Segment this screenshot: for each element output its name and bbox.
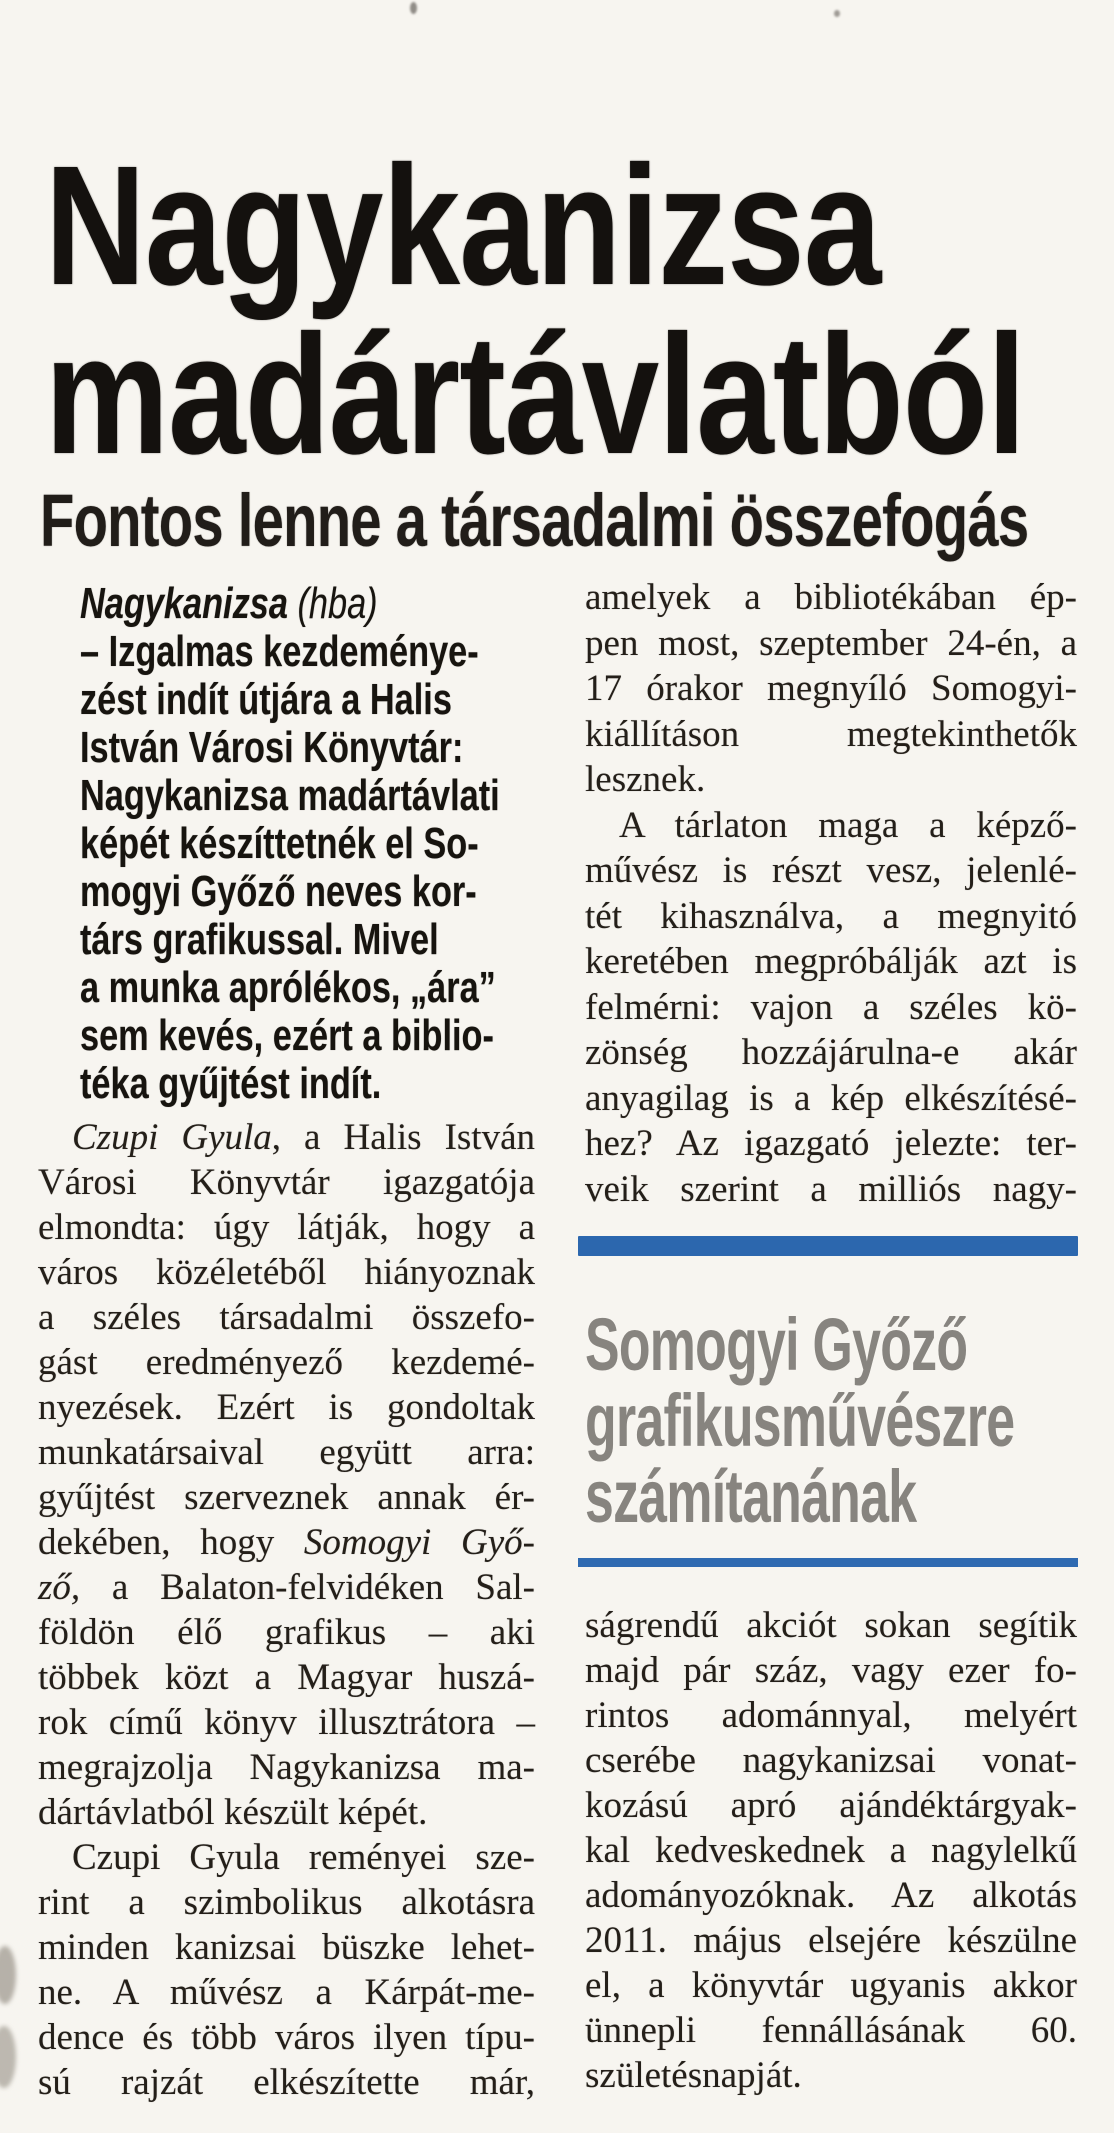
text-line: Czupi Gyula, a Halis István	[72, 1117, 536, 1158]
pullquote-bottom-bar	[578, 1558, 1078, 1567]
text-line: társ grafikussal. Mivel	[80, 915, 439, 964]
text-line: Városi Könyvtár igazgatója	[38, 1162, 535, 1203]
text-line: rint a szimbolikus alkotásra	[38, 1882, 535, 1923]
scan-speck	[834, 10, 840, 17]
scan-smudge	[0, 2026, 16, 2088]
text-line: grafikusművészre	[585, 1379, 1015, 1462]
text-line: születésnapját.	[585, 2055, 802, 2096]
text-line: cserébe nagykanizsai vonat-	[585, 1740, 1077, 1781]
headline-line-1: Nagykanizsa	[45, 130, 881, 321]
text-line: művész is részt vesz, jelenlé-	[585, 850, 1077, 891]
paragraph	[38, 1115, 535, 1835]
text-line: rok című könyv illusztrátora –	[38, 1702, 535, 1743]
scan-smudge	[0, 1946, 16, 2004]
paragraph	[38, 1835, 535, 2105]
text-line: kozású apró ajándéktárgyak-	[585, 1785, 1077, 1826]
text-line: dence és több város ilyen típu-	[38, 2017, 535, 2058]
headline-line-2: madártávlatból	[45, 299, 1026, 490]
text-line: István Városi Könyvtár:	[80, 723, 464, 772]
text-line: többek közt a Magyar huszá-	[38, 1657, 535, 1698]
text-line: kiállításon megtekinthetők	[585, 713, 1077, 755]
paragraph	[585, 803, 1077, 1213]
text-line: gást eredményező kezdemé-	[38, 1342, 535, 1383]
text-line: Czupi Gyula reményei sze-	[72, 1837, 535, 1878]
text-line: sú rajzát elkészítette már,	[38, 2062, 535, 2103]
text-line: sem kevés, ezért a biblio-	[80, 1011, 494, 1060]
text-line: Nagykanizsa madártávlati	[80, 771, 500, 820]
text-line: el, a könyvtár ugyanis akkor	[585, 1965, 1077, 2006]
text-line: város közéletéből hiányoznak	[38, 1252, 535, 1293]
text-line: mogyi Győző neves kor-	[80, 867, 477, 916]
text-line: rintos adománnyal, melyért	[585, 1695, 1077, 1736]
column-right-top	[585, 575, 1077, 1212]
text-line: a munka aprólékos, „ára”	[80, 963, 496, 1012]
text-line: Somogyi Győző	[585, 1303, 968, 1386]
text-line: ünnepli fennállásának 60.	[585, 2010, 1077, 2051]
text-line: megrajzolja Nagykanizsa ma-	[38, 1747, 535, 1788]
text-line: nyezések. Ezért is gondoltak	[38, 1387, 535, 1428]
paragraph	[585, 1603, 1077, 2098]
subheadline: Fontos lenne a társadalmi összefogás	[40, 479, 1029, 563]
text-line: pen most, szeptember 24-én, a	[585, 622, 1077, 664]
text-line: Nagykanizsa (hba)	[80, 579, 378, 628]
text-line: lesznek.	[585, 759, 706, 800]
text-line: – Izgalmas kezdeménye-	[80, 627, 479, 676]
text-line: majd pár száz, vagy ezer fo-	[585, 1650, 1077, 1691]
text-line: hez? Az igazgató jelezte: ter-	[585, 1123, 1077, 1164]
text-line: munkatársaival együtt arra:	[38, 1432, 535, 1473]
pullquote-text	[585, 1303, 1085, 1538]
text-line: ne. A művész a Kárpát-me-	[38, 1972, 535, 2013]
text-line: zést indít útjára a Halis	[80, 675, 452, 724]
text-line: képét készíttetnék el So-	[80, 819, 479, 868]
pullquote-top-bar	[578, 1236, 1078, 1256]
scan-speck	[410, 2, 417, 14]
text-line: a széles társadalmi összefo-	[38, 1297, 535, 1338]
text-line: minden kanizsai büszke lehet-	[38, 1927, 535, 1968]
text-line: felmérni: vajon a széles kö-	[585, 986, 1077, 1028]
lede	[80, 580, 610, 1108]
text-line: veik szerint a milliós nagy-	[585, 1168, 1077, 1210]
text-line: földön élő grafikus – aki	[38, 1612, 535, 1653]
text-line: téka gyűjtést indít.	[80, 1059, 382, 1108]
text-line: amelyek a bibliotékában ép-	[585, 577, 1077, 618]
text-line: kal kedveskednek a nagylelkű	[585, 1830, 1077, 1871]
text-line: gyűjtést szerveznek annak ér-	[38, 1477, 535, 1518]
text-line: ző, a Balaton-felvidéken Sal-	[38, 1567, 535, 1608]
text-line: dekében, hogy Somogyi Győ-	[38, 1522, 535, 1563]
text-line: adományozóknak. Az alkotás	[585, 1875, 1077, 1916]
text-line: anyagilag is a kép elkészítésé-	[585, 1077, 1077, 1119]
text-line: dártávlatból készült képét.	[38, 1792, 428, 1833]
text-line: zönség hozzájárulna-e akár	[585, 1032, 1077, 1073]
column-left	[38, 1115, 535, 2105]
text-line: 17 órakor megnyíló Somogyi-	[585, 668, 1077, 709]
text-line: ságrendű akciót sokan segítik	[585, 1605, 1077, 1646]
text-line: tét kihasználva, a megnyitó	[585, 895, 1077, 937]
headline	[45, 130, 1026, 490]
paragraph	[585, 575, 1077, 803]
text-line: A tárlaton maga a képző-	[619, 804, 1077, 846]
text-line: 2011. május elsejére készülne	[585, 1920, 1077, 1961]
text-line: elmondta: úgy látják, hogy a	[38, 1207, 535, 1248]
text-line: keretében megpróbálják azt is	[585, 941, 1077, 982]
column-right-bottom	[585, 1603, 1077, 2098]
text-line: számítanának	[585, 1455, 917, 1538]
